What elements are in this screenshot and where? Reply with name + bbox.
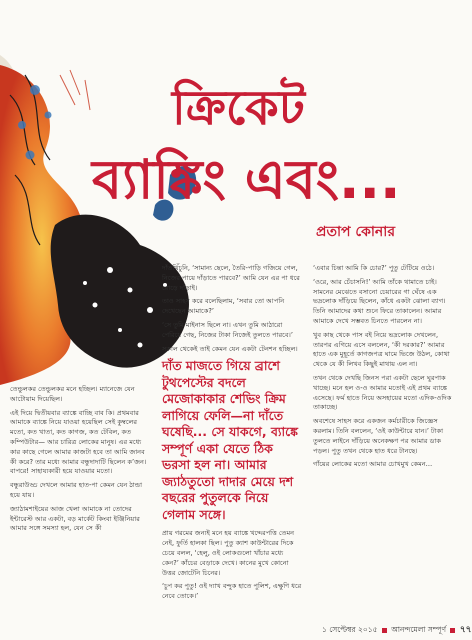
paragraph: জ্যাঠামশাইয়ের আজ খেলা আমাকে না তোদের ইন্টারেস্ট আর একটা, বড় মার্কেট কিংবা ইঞ্জিনিয়ার আমার সঙ্গে সমস্যা হল, যেন সে কী [10,504,140,533]
column-left [10,385,150,538]
page-footer [322,622,472,637]
paragraph: প্রায় গরমের জন্যই মনে হয় ব্যাঙ্কে খদ্দেরপত্তি তেমন নেই, ফুর্তি হালকা ছিল। পুতু ক্যাশ কাউন্টারের দিকে চেয়ে বলল, ‘হেলু, ওই লোকগুলো খাঁচার মধ্যে কেন?’ কাঁচের বেড়াকে দেখে। কানের মুখে কোনো উত্তর জোটেনি চিনের। [162,529,295,577]
column-middle [162,264,302,606]
author-name: প্রতাপ কোনার [316,224,396,240]
paragraph: ‘চুপ কর পুতু! ওই দ্যাখ বন্দুক হাতে পুলিশ, এক্ষুণি ধরে নেবে তোকে।’ [162,582,302,601]
paragraph: তখন থেকে দেখছি জিনস পরা একটা ছেলে ঘুরপাক খাচ্ছে। মনে হল ও-ও আমার মতোই এই প্রথম ব্যাঙ্কে এসেছে। ফর্ম হাতে নিয়ে অসহায়ের মতো এদিক-ওদিক তাকাচ্ছে। [313,373,452,412]
paragraph: দাঁতখিঁচুনি, ‘সামান্য ছেলে, তৈরি-পাড়ি গজিয়ে গেল, নিজের পায়ে দাঁড়াতে পারবে?’ আমি যেন এর পা ধরে রোড়ে দাঁড়াই। [162,264,300,292]
paragraph: গাঁয়ের লোকের মতো আমার চোখমুখ কেমন… [313,460,433,469]
page-number: ৭৭ [459,625,472,635]
article-title-line2: ব্যাঙ্কিং এবং... [92,148,401,211]
paragraph: ‘ওরে, আর চেঁচাসনি!’ আমি তাঁকে থামাতে চাই। সামনের মেঝেতে বসানো চেয়ারের গা ঘেঁষে এক ভদ্রলোক দাঁড়িয়ে ছিলেন, কাঁধে একটা ঝোলা ব্যাগ। তিনি আমাদের কথা শুনে ফিরে তাকালেন। আমার আমাকে দেখে সম্ভবত চিনতে পারলেন না। [313,277,446,325]
paragraph: ‘সে তুমি মাইনাস ছিলে না। এখন তুমি আঠারো পেরিয়ে গেছ, নিজের টাকা নিজেই তুলতে পারবে।’ [162,320,293,339]
paragraph: এই দিয়ে দ্বিতীয়বার ব্যাঙ্কে বাচ্ছি বাব কি। প্রথমবার আমাকে ব্যাঙ্কে নিয়ে যাওয়া হয়েছিল সেই কুম্বলের মতো, কত খাতা, কত কাগজ, কত টেবিল, কত কম্পিউটার— আর চারিত্র লোকের মানুষ। এর মধ্যে কার কাছে গেলে আমার কাজটা হবে তা আমি জানব কী করে? তার মধ্যে আমার বন্ধুদাদাটি ছিলেন ক’জন। বাপরে! সাহায্যকারী হয়ে যাওয়ার মতো। [10,408,147,476]
paragraph: ‘এবার চিন্তা আমি কি চোর?’ পুতু টেটিয়ে ওঠে। [313,264,435,272]
paragraph: তাও সাহস করে বলেছিলাম, ‘সবার তো আপনি দেখেছেন আমাকে?’ [162,297,285,316]
paragraph: অবশেষে সাহস করে একজন কর্মচারীকে জিজ্ঞেস করলাম। তিনি বললেন, ‘ওই কাউন্টারে যান।’ টাকা তুলতে লাইনে দাঁড়িয়ে অনেকক্ষণ পর আমার ডাক পড়ল। পুতু তখন থেকে হাত ধরে টানছে। [313,417,444,455]
paragraph: খুব কাছ থেকে পাস বই নিয়ে ভদ্রলোক দেখলেন, তারপর এগিয়ে এসে বললেন, ‘কী দরকার?’ আমার হাতে এক মুহূর্তে কাগজপত্র ঘামে ভিজে উঠল, কোথা থেকে যে কী লিখব কিছুই মাথায় এল না। [313,330,450,369]
issue-date: ১ সেপ্টেম্বর ২০১৫ [322,625,378,634]
column-right [313,264,458,474]
separator-square-icon [450,628,455,633]
separator-square-icon [382,628,387,633]
paragraph: সকাল থেকেই তাই কেমন যেন একটা টেনশন হচ্ছিল। [162,344,298,353]
article-title-line1: ক্রিকেট [172,80,305,136]
pull-quote: দাঁত মাজতে গিয়ে ব্রাশে টুথপেস্টের বদলে মেজোকাকার শেভিং ক্রিম লাগিয়ে ফেলি—না দাঁতে ঘষেছি... সে যাকগে, ব্যাঙ্কে সম্পূর্ণ একা যেতে ঠিক ভরসা হল না। আমার জ্যাঠতুতো দাদার মেয়ে দশ বছরের পুতুলকে নিয়ে গেলাম সঙ্গে। [162,358,298,522]
magazine-name: আনন্দমেলা সম্পূর্ণ [391,625,447,634]
paragraph: বন্ধুরাউড্ড দেখলে আমার হাত-পা কেমন যেন ঠান্ডা হয়ে যায়। [10,481,143,499]
paragraph: তেন্ডুলকর তেন্ডুলকর মনে হচ্ছিল। ম্যানেজে যেন আটোয়াম দিয়েছিল। [10,385,135,403]
